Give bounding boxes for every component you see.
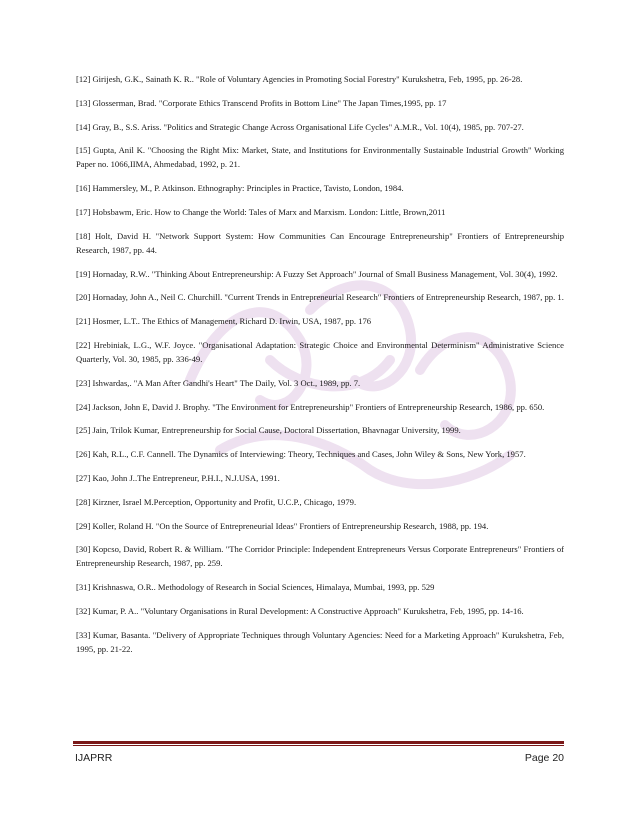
reference-item: [16] Hammersley, M., P. Atkinson. Ethnography: Principles in Practice, Tavisto, London, 1984. <box>76 183 404 194</box>
reference-item: [28] Kirzner, Israel M.Perception, Opportunity and Profit, U.C.P., Chicago, 1979. <box>76 496 357 507</box>
reference-item: [26] Kah, R.L., C.F. Cannell. The Dynamics of Interviewing: Theory, Techniques and Cases, John Wiley & Sons, New York, 1957. <box>76 449 526 460</box>
reference-item: [24] Jackson, John E, David J. Brophy. "The Environment for Entrepreneurship" Frontiers of Entrepreneurship Research, 1986, pp. 650. <box>76 401 545 412</box>
reference-item: [30] Kopcso, David, Robert R. & William. "The Corridor Principle: Independent Entrepreneurs Versus Corporate Entrepreneurs" Frontiers of Entrepreneurship Research, 1987, pp. 259. <box>76 544 564 569</box>
reference-item: [19] Hornaday, R.W.. "Thinking About Entrepreneurship: A Fuzzy Set Approach" Journal of Small Business Management, Vol. 30(4), 1992. <box>76 268 558 279</box>
reference-item: [23] Ishwardas,. "A Man After Gandhi's Heart" The Daily, Vol. 3 Oct., 1989, pp. 7. <box>76 377 361 388</box>
footer-divider-thin <box>73 745 564 746</box>
reference-item: [17] Hobsbawm, Eric. How to Change the World: Tales of Marx and Marxism. London: Little, Brown,2011 <box>76 206 446 217</box>
reference-item: [13] Glosserman, Brad. "Corporate Ethics Transcend Profits in Bottom Line" The Japan Times,1995, pp. 17 <box>76 97 447 108</box>
reference-item: [32] Kumar, P. A.. "Voluntary Organisations in Rural Development: A Constructive Approach" Kurukshetra, Feb, 1995, pp. 14-16. <box>76 605 524 616</box>
reference-item: [27] Kao, John J..The Entrepreneur, P.H.I., N.J.USA, 1991. <box>76 472 280 483</box>
reference-item: [21] Hosmer, L.T.. The Ethics of Management, Richard D. Irwin, USA, 1987, pp. 176 <box>76 316 372 327</box>
reference-item: [15] Gupta, Anil K. "Choosing the Right Mix: Market, State, and Institutions for Environmentally Sustainable Industrial Growth" Working Paper no. 1066,IIMA, Ahmedabad, 1992, p. 21. <box>76 145 564 170</box>
reference-item: [12] Girijesh, G.K., Sainath K. R.. "Role of Voluntary Agencies in Promoting Social Forestry" Kurukshetra, Feb, 1995, pp. 26-28. <box>76 74 523 84</box>
footer-page-number: Page 20 <box>524 752 564 764</box>
reference-item: [29] Koller, Roland H. "On the Source of Entrepreneurial Ideas" Frontiers of Entrepreneurship Research, 1988, pp. 194. <box>76 520 489 531</box>
reference-list <box>76 72 564 666</box>
footer-journal-name: IJAPRR <box>75 752 113 764</box>
reference-item: [20] Hornaday, John A., Neil C. Churchill. "Current Trends in Entrepreneurial Research" Frontiers of Entrepreneurship Research, 1987, pp. 1. <box>76 292 564 303</box>
reference-item: [31] Krishnaswa, O.R.. Methodology of Research in Social Sciences, Himalaya, Mumbai, 1993, pp. 529 <box>76 582 435 593</box>
reference-item: [33] Kumar, Basanta. "Delivery of Appropriate Techniques through Voluntary Agencies: Need for a Marketing Approach" Kurukshetra, Feb, 1995, pp. 21-22. <box>76 629 564 654</box>
reference-item: [14] Gray, B., S.S. Ariss. "Politics and Strategic Change Across Organisational Life Cycles" A.M.R., Vol. 10(4), 1985, pp. 707-27. <box>76 121 524 132</box>
reference-item: [22] Hrebiniak, L.G., W.F. Joyce. "Organisational Adaptation: Strategic Choice and Environmental Determinism" Administrative Science Quarterly, Vol. 30, 1985, pp. 336-49. <box>76 339 564 364</box>
footer-divider <box>73 741 564 744</box>
reference-item: [18] Holt, David H. "Network Support System: How Communities Can Encourage Entrepreneurship" Frontiers of Entrepreneurship Research, 1987, pp. 44. <box>76 230 564 255</box>
reference-item: [25] Jain, Trilok Kumar, Entrepreneurship for Social Cause, Doctoral Dissertation, Bhavnagar University, 1999. <box>76 425 461 436</box>
